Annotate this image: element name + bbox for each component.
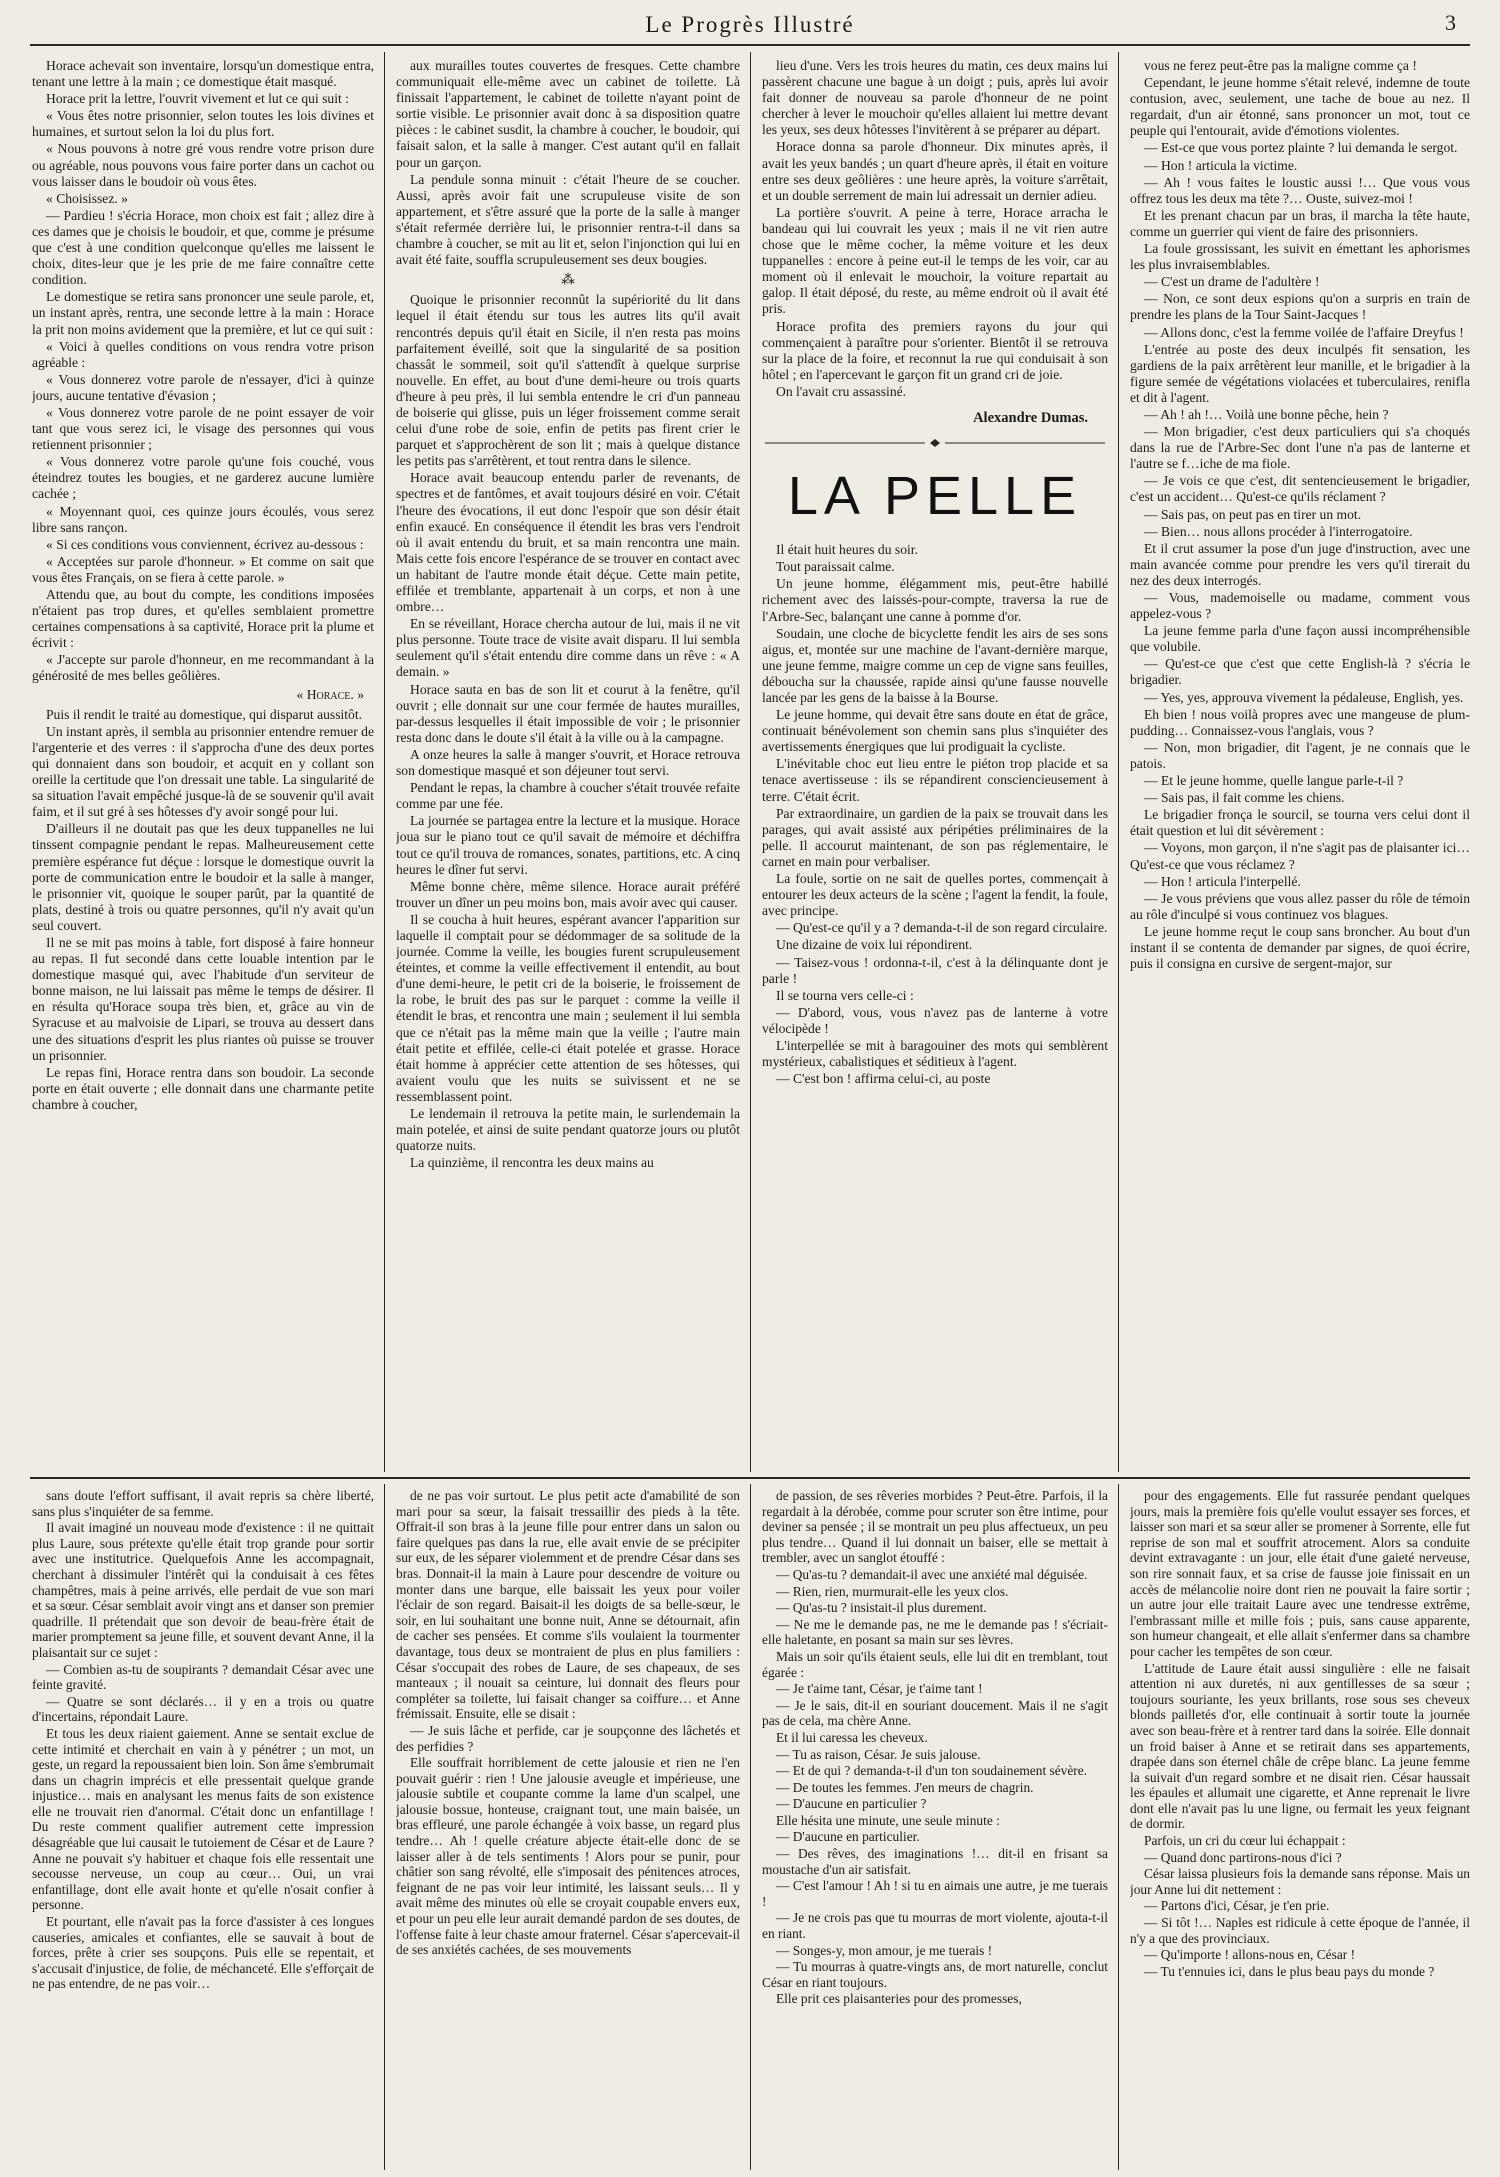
paragraph: « Moyennant quoi, ces quinze jours écoulés, vous serez libre sans rançon. (32, 503, 374, 535)
paragraph: Horace achevait son inventaire, lorsqu'un domestique entra, tenant une lettre à la main ; ce domestique était masqué. (32, 58, 374, 90)
paragraph: L'entrée au poste des deux inculpés fit sensation, les gardiens de la paix arrêtèrent leur manille, et le brigadier à la figure semée de végétations violacées et tuberculaires, renifla et dit à l'agent. (1130, 341, 1470, 405)
header-rule (30, 44, 1470, 46)
paragraph: — D'abord, vous, vous n'avez pas de lanterne à votre vélocipède ! (762, 1004, 1108, 1036)
paragraph: Un instant après, il sembla au prisonnier entendre remuer de l'argenterie et des verres : il s'approcha d'une des deux portes qui donnaient dans son boudoir, et acquit en y collant son oreille la certitude que l'on dressait une table. La singularité de sa situation l'avait empêché jusque-là de se souvenir qu'il avait faim, et il sut gré à ses hôtesses d'y avoir songé pour lui. (32, 723, 374, 820)
paragraph: Elle hésita une minute, une seule minute : (776, 1812, 1000, 1828)
paragraph: — Ah ! vous faites le loustic aussi !… Que vous vous offrez tous les deux ma tête ?… Ouste, suivez-moi ! (1130, 174, 1470, 206)
paragraph: La quinzième, il rencontra les deux mains au (410, 1155, 654, 1171)
ornament-rule-icon (765, 438, 1105, 448)
paragraph: Horace donna sa parole d'honneur. Dix minutes après, il avait les yeux bandés ; un quart d'heure après, il était en voiture entre ses deux geôlières : une heure après, la voiture s'arrêtait, et un double serrement de main lui adressait un dernier adieu. (762, 139, 1108, 203)
paragraph: « Vous donnerez votre parole de ne point essayer de voir tant que vous serez ici, le visage des personnes qui vous retiennent prisonnier ; (32, 404, 374, 453)
paragraph: « Vous êtes notre prisonnier, selon toutes les lois divines et humaines, et surtout selon la loi du plus fort. (32, 108, 374, 140)
paragraph: — Ah ! ah !… Voilà une bonne pêche, hein ? (1144, 406, 1389, 422)
paragraph: Le domestique se retira sans prononcer une seule parole, et, un instant après, rentra, une seconde lettre à la main : Horace la prit non moins avidement que la première, et lut ce qui suit : (32, 289, 374, 337)
paragraph: Horace prit la lettre, l'ouvrit vivement et lut ce qui suit : (46, 91, 349, 107)
feuilleton-column-4 (1130, 1488, 1470, 2170)
paragraph: — Qu'est-ce que c'est que cette English-là ? s'écria le brigadier. (1130, 656, 1470, 688)
paragraph: Horace sauta en bas de son lit et courut à la fenêtre, qu'il ouvrit ; elle donnait sur une cour fermée de hautes murailles, par-dessus lesquelles il était impossible de voir ; le prisonnier resta donc dans le doute s'il était à la ville ou à la campagne. (396, 681, 740, 745)
paragraph: — Et de qui ? demanda-t-il d'un ton soudainement sévère. (776, 1763, 1088, 1779)
paragraph: Et il lui caressa les cheveux. (776, 1729, 928, 1745)
paragraph: — Je vois ce que c'est, dit sentencieusement le brigadier, c'est un accident… Qu'est-ce qu'ils réclament ? (1130, 473, 1470, 505)
paragraph: — Je vous préviens que vous allez passer du rôle de témoin au rôle d'inculpé si vous continuez vos blagues. (1130, 890, 1470, 922)
paragraph: Il était huit heures du soir. (776, 542, 918, 558)
paragraph: La pendule sonna minuit : c'était l'heure de se coucher. Aussi, après avoir fait une scrupuleuse visite de son appartement, et s'être assuré que la porte de la salle à manger s'était refermée derrière lui, le prisonnier rentra-t-il dans sa chambre à coucher, se mit au lit et, selon l'injonction qui lui en avait été faite, souffla scrupuleusement ses deux bougies. (396, 171, 740, 268)
paragraph: L'attitude de Laure était aussi singulière : elle ne faisait attention ni aux duretés, ni aux gentillesses de sa sœur ; toujours souriante, les yeux brillants, rose sous ses cheveux blonds pailletés d'or, elle continuait à sortir toute la journée avec son beau-frère et à rentrer tard dans la soirée. Elle donnait un froid baiser à Anne et se retirait dans ses appartements, drapée dans son éternel châle de crêpe blanc. La jeune femme la suivait d'un regard sombre et ne disait rien. César haussait les épaules et allumait une cigarette, et Anne reprenait le livre dont elle n'avait pas lu une ligne, ou fermait les yeux feignant de dormir. (1130, 1660, 1470, 1832)
paragraph: Et les prenant chacun par un bras, il marcha la tête haute, comme un guerrier qui vient de faire des prisonniers. (1130, 207, 1470, 239)
paragraph: La jeune femme parla d'une façon aussi incompréhensible que volubile. (1130, 623, 1470, 655)
column-rule (384, 52, 385, 1472)
paragraph: Une dizaine de voix lui répondirent. (776, 937, 973, 953)
paragraph: L'interpellée se mit à baragouiner des mots qui semblèrent mystérieux, cabalistiques et séditieux à l'agent. (762, 1037, 1108, 1070)
paragraph: Attendu que, au bout du compte, les conditions imposées n'étaient pas trop dures, et qu'elles semblaient promettre certaines compensations à sa captivité, Horace prit la plume et écrivit : (32, 587, 374, 651)
column-4 (1130, 58, 1470, 1472)
story-title: LA PELLE (787, 466, 1083, 527)
column-3 (762, 58, 1108, 1472)
paragraph: — Je suis lâche et perfide, car je soupçonne des lâchetés et des perfidies ? (396, 1722, 740, 1754)
column-rule (750, 1484, 751, 2170)
paragraph: Et il crut assumer la pose d'un juge d'instruction, avec une main avancée comme pour prendre les vers qu'il tirerait du nez des deux interrogés. (1130, 540, 1470, 588)
paragraph: « J'accepte sur parole d'honneur, en me recommandant à la générosité de mes belles geôlières. (32, 652, 374, 684)
paragraph: Un jeune homme, élégamment mis, peut-être habillé richement avec des laissés-pour-compte, traversa la rue de l'Arbre-Sec, balançant une canne à pomme d'or. (762, 576, 1108, 624)
paragraph: — Je le sais, dit-il en souriant doucement. Mais il ne s'agit pas de cela, ma chère Anne. (762, 1697, 1108, 1729)
paragraph: Soudain, une cloche de bicyclette fendit les airs de ses sons aigus, et, montée sur une machine de l'avant-dernière marque, une jeune femme, maigre comme un cep de vigne sans feuilles, déboucha sur la chaussée, rapide ainsi qu'une fausse nouvelle lancée par les gens de la baisse à la Bourse. (762, 625, 1108, 705)
feuilleton-column-3 (762, 1488, 1108, 2170)
paragraph: « Nous pouvons à notre gré vous rendre votre prison dure ou agréable, nous pouvons vous faire porter dans un cachot ou vous laisser dans le boudoir où vous êtes. (32, 141, 374, 189)
page-header (40, 8, 1460, 44)
column-rule (384, 1484, 385, 2170)
paragraph: — Des rêves, des imaginations !… dit-il en frisant sa moustache d'un air satisfait. (762, 1846, 1108, 1877)
paragraph: — Tu mourras à quatre-vingts ans, de mort naturelle, conclut César en riant toujours. (762, 1959, 1108, 1990)
paragraph: — C'est l'amour ! Ah ! si tu en aimais une autre, je me tuerais ! (762, 1878, 1108, 1909)
paragraph: — Taisez-vous ! ordonna-t-il, c'est à la délinquante dont je parle ! (762, 954, 1108, 986)
paragraph: Mais un soir qu'ils étaient seuls, elle lui dit en tremblant, tout égarée : (762, 1648, 1108, 1680)
column-rule (1118, 1484, 1119, 2170)
paragraph: Elle souffrait horriblement de cette jalousie et rien ne l'en pouvait guérir : rien ! Une jalousie aveugle et impérieuse, une jalousie subtile et coupante comme la lame d'un scalpel, une jalousie bossue, honteuse, craignant tout, une main baisée, un bras effleuré, une parole échangée à voix basse, un regard plus tendre… Ah ! quelle créature abjecte était-elle donc de se laisser aller à de tels sentiments ! Alors pour se punir, pour châtier son sang révolté, elle s'imposait des pénitences atroces, feignant de ne pas voir leur intimité, les laissant seuls… Il y avait même des minutes où elle se croyait coupable envers eux, et pour un peu elle leur aurait demandé pardon de ses doutes, de l'offense faite à leur chaste amour fraternel. César s'apercevait-il de ses anxiétés cachées, de ses mouvements (396, 1755, 740, 1958)
paragraph: — D'aucune en particulier. (776, 1829, 920, 1845)
paragraph: vous ne ferez peut-être pas la maligne comme ça ! (1144, 58, 1417, 73)
paragraph: — Non, ce sont deux espions qu'on a surpris en train de prendre les plans de la Tour Saint-Jacques ! (1130, 291, 1470, 323)
paragraph: D'ailleurs il ne doutait pas que les deux tuppanelles ne lui tinssent compagnie pendant le repas. Malheureusement cette première espérance fut déçue : lorsque le domestique ouvrit la porte de communication entre le boudoir et la salle à manger, le prisonnier vit, quoique le souper parût, par la quantité de plats, destiné à trois ou quatre personnes, qu'il n'y avait qu'un seul couvert. (32, 821, 374, 933)
paragraph: lieu d'une. Vers les trois heures du matin, ces deux mains lui passèrent chacune une bague à un doigt ; puis, après lui avoir fait donner de nouveau sa parole d'honneur de ne point chercher à lever le mouchoir qu'elles allaient lui mettre devant les yeux, ses deux hôtesses l'invitèrent à se préparer au départ. (762, 58, 1108, 138)
ornament-divider (762, 436, 1108, 452)
paragraph: — Qu'importe ! allons-nous en, César ! (1144, 1947, 1356, 1963)
paragraph: « Acceptées sur parole d'honneur. » Et comme on sait que vous êtes Français, on se fiera à cette parole. » (32, 553, 374, 585)
paragraph: « Si ces conditions vous conviennent, écrivez au-dessous : (46, 536, 364, 552)
paragraph: La foule grossissant, les suivit en émettant les aphorismes les plus invraisemblables. (1130, 241, 1470, 273)
paragraph: Il avait imaginé un nouveau mode d'existence : il ne quittait plus Laure, sous prétexte qu'elle était trop grande pour sortir avec une institutrice. Quelquefois Anne les accompagnait, cherchant à dissimuler l'intérêt qui la conduisait à ces fêtes champêtres, mais à peine arrivés, elle perdait de vue son mari et sa sœur. César semblait avoir vingt ans et danser son premier quadrille. Il prétendait que son devoir de beau-frère était de marier promptement sa jeune fille, et souvent devant Anne, il la plaisantait sur ce sujet : (32, 1520, 374, 1660)
paragraph: Elle prit ces plaisanteries pour des promesses, (776, 1991, 1022, 2007)
paragraph: de passion, de ses rêveries morbides ? Peut-être. Parfois, il la regardait à la dérobée, comme pour scruter son être intime, pour deviner sa pensée ; il se montrait un peu plus affectueux, un peu plus tendre… Quand il lui donnait un baiser, elle se mettait à trembler, avec un sanglot étouffé : (762, 1488, 1108, 1566)
paragraph: — Qu'as-tu ? insistait-il plus durement. (776, 1600, 987, 1616)
paragraph: Il ne se mit pas moins à table, fort disposé à faire honneur au repas. Il fut secondé dans cette louable intention par le domestique masqué qui, avec l'habitude d'un serviteur de bonne maison, ne lui laissait pas même le temps de désirer. Il en résulta qu'Horace soupa très bien, et, grâce au vin de Syracuse et au malvoisie de Lipari, se trouva au dessert dans une des situations d'esprit les plus riantes où puisse se trouver un prisonnier. (32, 934, 374, 1063)
section-stars: ⁂ (561, 272, 575, 288)
paragraph: — Allons donc, c'est la femme voilée de l'affaire Dreyfus ! (1144, 324, 1464, 340)
paragraph: — Hon ! articula la victime. (1144, 157, 1298, 173)
paragraph: On l'avait cru assassiné. (776, 383, 907, 399)
paragraph: — Qu'est-ce qu'il y a ? demanda-t-il de son regard circulaire. (776, 920, 1108, 936)
paragraph: — Vous, mademoiselle ou madame, comment vous appelez-vous ? (1130, 590, 1470, 622)
paragraph: Eh bien ! nous voilà propres avec une mangeuse de plum-pudding… Connaissez-vous l'anglais, vous ? (1130, 706, 1470, 738)
paragraph: En se réveillant, Horace chercha autour de lui, mais il ne vit plus personne. Toute trace de visite avait disparu. Il lui sembla seulement qu'il s'était entendu dire comme dans un rêve : « A demain. » (396, 616, 740, 680)
paragraph: — Mon brigadier, c'est deux particuliers qui s'a choqués dans la rue de l'Arbre-Sec dont l'une n'a pas de lanterne et l'autre se f…iche de ma fiole. (1130, 424, 1470, 472)
paragraph: — Sais pas, il fait comme les chiens. (1144, 790, 1345, 806)
paragraph: Il se tourna vers celle-ci : (776, 987, 914, 1003)
paragraph: Tout paraissait calme. (776, 559, 895, 575)
paragraph: — Non, mon brigadier, dit l'agent, je ne connais que le patois. (1130, 739, 1470, 771)
paragraph: Il se coucha à huit heures, espérant avancer l'apparition sur laquelle il comptait pour se dédommager de sa solitude de la journée. Comme la veille, les bougies furent scrupuleusement éteintes, et comme la veille effectivement il entendit, au bout d'une demi-heure, le petit cri de la boiserie, le froissement de la robe, le bruit des pas sur le parquet : comme la veille il étendit le bras, et rencontra une main ; seulement il lui sembla que ce n'était pas la même main que la veille ; l'autre main était petite et effilée, celle-ci était potelée et grasse. Horace était homme à apprécier cette attention de ses hôtesses, qui avaient voulu que les nuits se suivissent et ne se ressemblassent point. (396, 911, 740, 1104)
paragraph: La journée se partagea entre la lecture et la musique. Horace joua sur le piano tout ce qu'il savait de mémoire et déchiffra tout ce qu'il trouva de romances, sonates, partitions, etc. A cinq heures le dîner fut servi. (396, 813, 740, 877)
paragraph: — Combien as-tu de soupirants ? demandait César avec une feinte gravité. (32, 1661, 374, 1693)
paragraph: Horace avait beaucoup entendu parler de revenants, de spectres et de fantômes, et avait toujours désiré en voir. C'était l'heure des évocations, il eut donc l'espoir que son désir était enfin exaucé. En conséquence il étendit les bras vers l'endroit où il avait entendu du bruit, et sa main rencontra une main. Mais cette fois encore l'espérance de se trouver en contact avec un habitant de l'autre monde était déçue. Cette main petite, effilée et tremblante, appartenait à un corps, et non à une ombre… (396, 470, 740, 615)
paragraph: Parfois, un cri du cœur lui échappait : (1144, 1833, 1346, 1849)
paragraph: Le repas fini, Horace rentra dans son boudoir. La seconde porte en était ouverte ; elle donnait dans une charmante petite chambre à coucher, (32, 1064, 374, 1112)
paragraph: — Quand donc partirons-nous d'ici ? (1144, 1849, 1342, 1865)
paragraph: — C'est bon ! affirma celui-ci, au poste (776, 1071, 991, 1087)
paragraph: — Bien… nous allons procéder à l'interrogatoire. (1144, 523, 1413, 539)
paragraph: Et pourtant, elle n'avait pas la force d'assister à ces longues causeries, amicales et confiantes, elle se sauvait à bout de forces, prête à crier ses soupçons. Puis elle se repentait, et s'accusait d'injustice, de folie, de méchanceté. Elle s'efforçait de ne pas entendre, de ne pas voir… (32, 1914, 374, 1992)
paragraph: — Je t'aime tant, César, je t'aime tant ! (776, 1681, 983, 1697)
column-rule (750, 52, 751, 1472)
paragraph: La foule, sortie on ne sait de quelles portes, commençait à entourer les deux acteurs de la scène ; l'agent la fendit, la foule, avec principe. (762, 871, 1108, 919)
paragraph: — D'aucune en particulier ? (776, 1796, 927, 1812)
paragraph: « Vous donnerez votre parole qu'une fois couché, vous éteindrez toutes les bougies, et ne garderez aucune lumière cachée ; (32, 454, 374, 502)
paragraph: Le jeune homme, qui devait être sans doute en état de grâce, continuait bénévolement son chemin sans plus s'inquiéter des avertissements énergiques que lui prodiguait la cycliste. (762, 707, 1108, 755)
column-rule (1118, 52, 1119, 1472)
letter-signature: « Horace. » (296, 686, 364, 702)
paragraph: — Est-ce que vous portez plainte ? lui demanda le sergot. (1144, 140, 1458, 156)
paragraph: pour des engagements. Elle fut rassurée pendant quelques jours, mais la première fois qu'elle voulut essayer ses forces, et laisser son mari et sa sœur aller se promener à Sorrente, elle fut reprise de son mal et souffrit atrocement. Alors sa conduite devint extravagante : un jour, elle était d'une gaieté nerveuse, son rire sonnait faux, et sa crise de fausse joie finissait en un accès de mélancolie noire dont rien ne pouvait la faire sortir ; un autre jour elle traitait Laure avec une tendresse extrême, l'embrassant mille et mille fois ; puis, sans cause apparente, son humeur changeait, et elle allait s'enfermer dans sa chambre pour cacher les tempêtes de son cœur. (1130, 1488, 1470, 1659)
paragraph: Par extraordinaire, un gardien de la paix se trouvait dans les parages, qui avait assisté aux péripéties préliminaires de la pelle. Il accourut maintenant, de son pas réglementaire, le carnet en main pour verbaliser. (762, 805, 1108, 869)
page-number: 3 (1445, 10, 1456, 35)
paragraph: « Voici à quelles conditions on vous rendra votre prison agréable : (32, 338, 374, 370)
paragraph: — Je ne crois pas que tu mourras de mort violente, ajouta-t-il en riant. (762, 1910, 1108, 1942)
paragraph: — Quatre se sont déclarés… il y en a trois ou quatre d'incertains, répondait Laure. (32, 1693, 374, 1725)
paragraph: Le jeune homme reçut le coup sans broncher. Au bout d'un instant il se contenta de demander par signes, de quoi écrire, puis il consigna en cursive de sergent-major, sur (1130, 923, 1470, 972)
paragraph: A onze heures la salle à manger s'ouvrit, et Horace retrouva son domestique masqué et son déjeuner tout servi. (396, 746, 740, 779)
paragraph: Et tous les deux riaient gaiement. Anne se sentait exclue de cette intimité et cherchait en vain à y pénétrer ; un mot, un geste, un regard la repoussaient bien loin. Son âme s'embrumait dans un chagrin imprécis et elle pressentait quelque grande injustice… mais en analysant les menus faits de son existence elle ne trouvait rien d'anormal. C'était donc un enfantillage ! Du reste comment qualifier autrement cette impression désagréable que lui causait le tutoiement de César et de Laure ? Anne ne pouvait s'y habituer et chaque fois elle ressentait une secousse nerveuse, un coup au cœur… Oui, un vrai enfantillage, dont elle avait honte et qu'elle n'osait confier à personne. (32, 1725, 374, 1913)
paragraph: Quoique le prisonnier reconnût la supériorité du lit dans lequel il était étendu sur tous les autres lits qu'il avait rencontrés depuis qu'il était en Sicile, il n'en resta pas moins parfaitement éveillé, soit que la singularité de sa position chassât le sommeil, soit qu'il s'attendît à quelque surprise nouvelle. En effet, au bout d'une demi-heure ou trois quarts d'heure à peu près, il lui sembla entendre le cri d'un panneau de boiserie qui glisse, puis un léger froissement comme serait celui d'une robe de soie, enfin de petits pas firent crier le parquet et s'approchèrent de son lit ; mais à quelque distance les petits pas s'arrêtèrent, et tout rentra dans le silence. (396, 292, 740, 469)
paragraph: aux murailles toutes couvertes de fresques. Cette chambre communiquait elle-même avec un cabinet de toilette. Là finissait l'appartement, le cabinet de toilette n'ayant point de sortie visible. Le prisonnier avait donc à sa disposition quatre pièces : le cabinet susdit, la chambre à coucher, le boudoir, qui faisait salon, et la salle à manger. C'est autant qu'il en fallait pour un garçon. (396, 58, 740, 170)
paragraph: — Hon ! articula l'interpellé. (1144, 873, 1301, 889)
paragraph: — De toutes les femmes. J'en meurs de chagrin. (776, 1779, 1034, 1795)
column-1 (32, 58, 374, 1472)
paragraph: — C'est un drame de l'adultère ! (1144, 274, 1320, 290)
paragraph: La portière s'ouvrit. A peine à terre, Horace arracha le bandeau qui lui couvrait les yeux ; mais il ne vit rien autre chose que le même cocher, la même voiture et les deux tuppanelles : encore à peine eut-il le temps de les voir, car au moment où il enlevait le mouchoir, la voiture repartait au galop. Il était déposé, du reste, au même endroit où il avait été pris. (762, 204, 1108, 317)
paragraph: « Vous donnerez votre parole de n'essayer, d'ici à quinze jours, aucune tentative d'évasion ; (32, 371, 374, 403)
paragraph: sans doute l'effort suffisant, il avait repris sa chère liberté, sans plus s'inquiéter de sa femme. (32, 1488, 374, 1519)
paragraph: — Sais pas, on peut pas en tirer un mot. (1144, 506, 1362, 522)
paragraph: — Et le jeune homme, quelle langue parle-t-il ? (1144, 773, 1404, 789)
paragraph: — Tu as raison, César. Je suis jalouse. (776, 1746, 981, 1762)
paragraph: L'inévitable choc eut lieu entre le piéton trop placide et sa tenace avertisseuse : ils se répandirent consciencieusement à terre. C'était écrit. (762, 756, 1108, 804)
paragraph: — Pardieu ! s'écria Horace, mon choix est fait ; allez dire à ces dames que je choisis le boudoir, et que, comme je présume que c'est à une condition quelconque qu'elles me laissent le choix, dites-leur que je les prie de me faire connaître cette condition. (32, 207, 374, 288)
paragraph: César laissa plusieurs fois la demande sans réponse. Mais un jour Anne lui dit nettement : (1130, 1866, 1470, 1897)
feuilleton-column-2 (396, 1488, 740, 2170)
paragraph: « Choisissez. » (46, 190, 128, 206)
paragraph: — Tu t'ennuies ici, dans le plus beau pays du monde ? (1144, 1963, 1435, 1979)
paragraph: Le lendemain il retrouva la petite main, le surlendemain la main potelée, et ainsi de suite pendant quatorze jours ou plutôt quatorze nuits. (396, 1106, 740, 1154)
paragraph: Puis il rendit le traité au domestique, qui disparut aussitôt. (46, 706, 363, 722)
paragraph: Pendant le repas, la chambre à coucher s'était trouvée refaite comme par une fée. (396, 780, 740, 812)
paragraph: — Songes-y, mon amour, je me tuerais ! (776, 1942, 993, 1958)
author-signature: Alexandre Dumas. (973, 409, 1088, 426)
paragraph: — Rien, rien, murmurait-elle les yeux clos. (776, 1583, 1009, 1599)
paragraph: — Si tôt !… Naples est ridicule à cette époque de l'année, il n'y a que des provinciaux. (1130, 1915, 1470, 1946)
paragraph: de ne pas voir surtout. Le plus petit acte d'amabilité de son mari pour sa sœur, la faisait tressaillir des pieds à la tête. Offrait-il son bras à la jeune fille pour entrer dans un salon ou faire quelques pas dans la rue, elle avait envie de se précipiter sur eux, de les séparer violemment et de prendre César dans ses bras. Donnait-il la main à Laure pour descendre de voiture ou monter dans une barque, elle baissait les yeux pour voiler l'éclair de son regard. Baisait-il les doigts de sa belle-sœur, le soir, en lui souhaitant une bonne nuit, Anne se détournait, afin de cacher ses pensées. Et comme s'ils voulaient la tourmenter davantage, tous deux se montraient de plus en plus familiers : César s'occupait des robes de Laure, de ses chapeaux, de ses manteaux ; il nouait sa ceinture, lui donnait des fleurs pour compléter sa toilette, lui faisait changer sa coiffure… et Anne frémissait. Ensuite, elle se disait : (396, 1488, 740, 1722)
paragraph: — Qu'as-tu ? demandait-il avec une anxiété mal déguisée. (776, 1566, 1088, 1582)
feuilleton-column-1 (32, 1488, 374, 2170)
paragraph: Horace profita des premiers rayons du jour qui commençaient à paraître pour s'orienter. Bientôt il se retrouva sur la place de la foire, et reconnut la rue qui conduisait à son hôtel ; en l'apercevant le garçon fit un grand cri de joie. (762, 318, 1108, 382)
column-2 (396, 58, 740, 1472)
section-rule (30, 1477, 1470, 1479)
paragraph: — Ne me le demande pas, ne me le demande pas ! s'écriait-elle haletante, en posant sa main sur ses lèvres. (762, 1616, 1108, 1648)
paragraph: Même bonne chère, même silence. Horace aurait préféré trouver un dîner un peu moins bon, mais avoir avec qui causer. (396, 878, 740, 910)
paragraph: — Voyons, mon garçon, il n'ne s'agit pas de plaisanter ici… Qu'est-ce que vous réclamez ? (1130, 840, 1470, 872)
paragraph: — Partons d'ici, César, je t'en prie. (1144, 1898, 1330, 1914)
paragraph: Cependant, le jeune homme s'était relevé, indemne de toute contusion, avec, seulement, une tache de boue au nez. Il regardait, d'un air étonné, sans prononcer un mot, tout ce peuple qui l'entourait, avide d'émotions violentes. (1130, 75, 1470, 139)
paragraph: Le brigadier fronça le sourcil, se tourna vers celui dont il était question et lui dit sévèrement : (1130, 807, 1470, 839)
publication-title: Le Progrès Illustré (645, 12, 855, 37)
paragraph: — Yes, yes, approuva vivement la pédaleuse, English, yes. (1144, 689, 1464, 705)
